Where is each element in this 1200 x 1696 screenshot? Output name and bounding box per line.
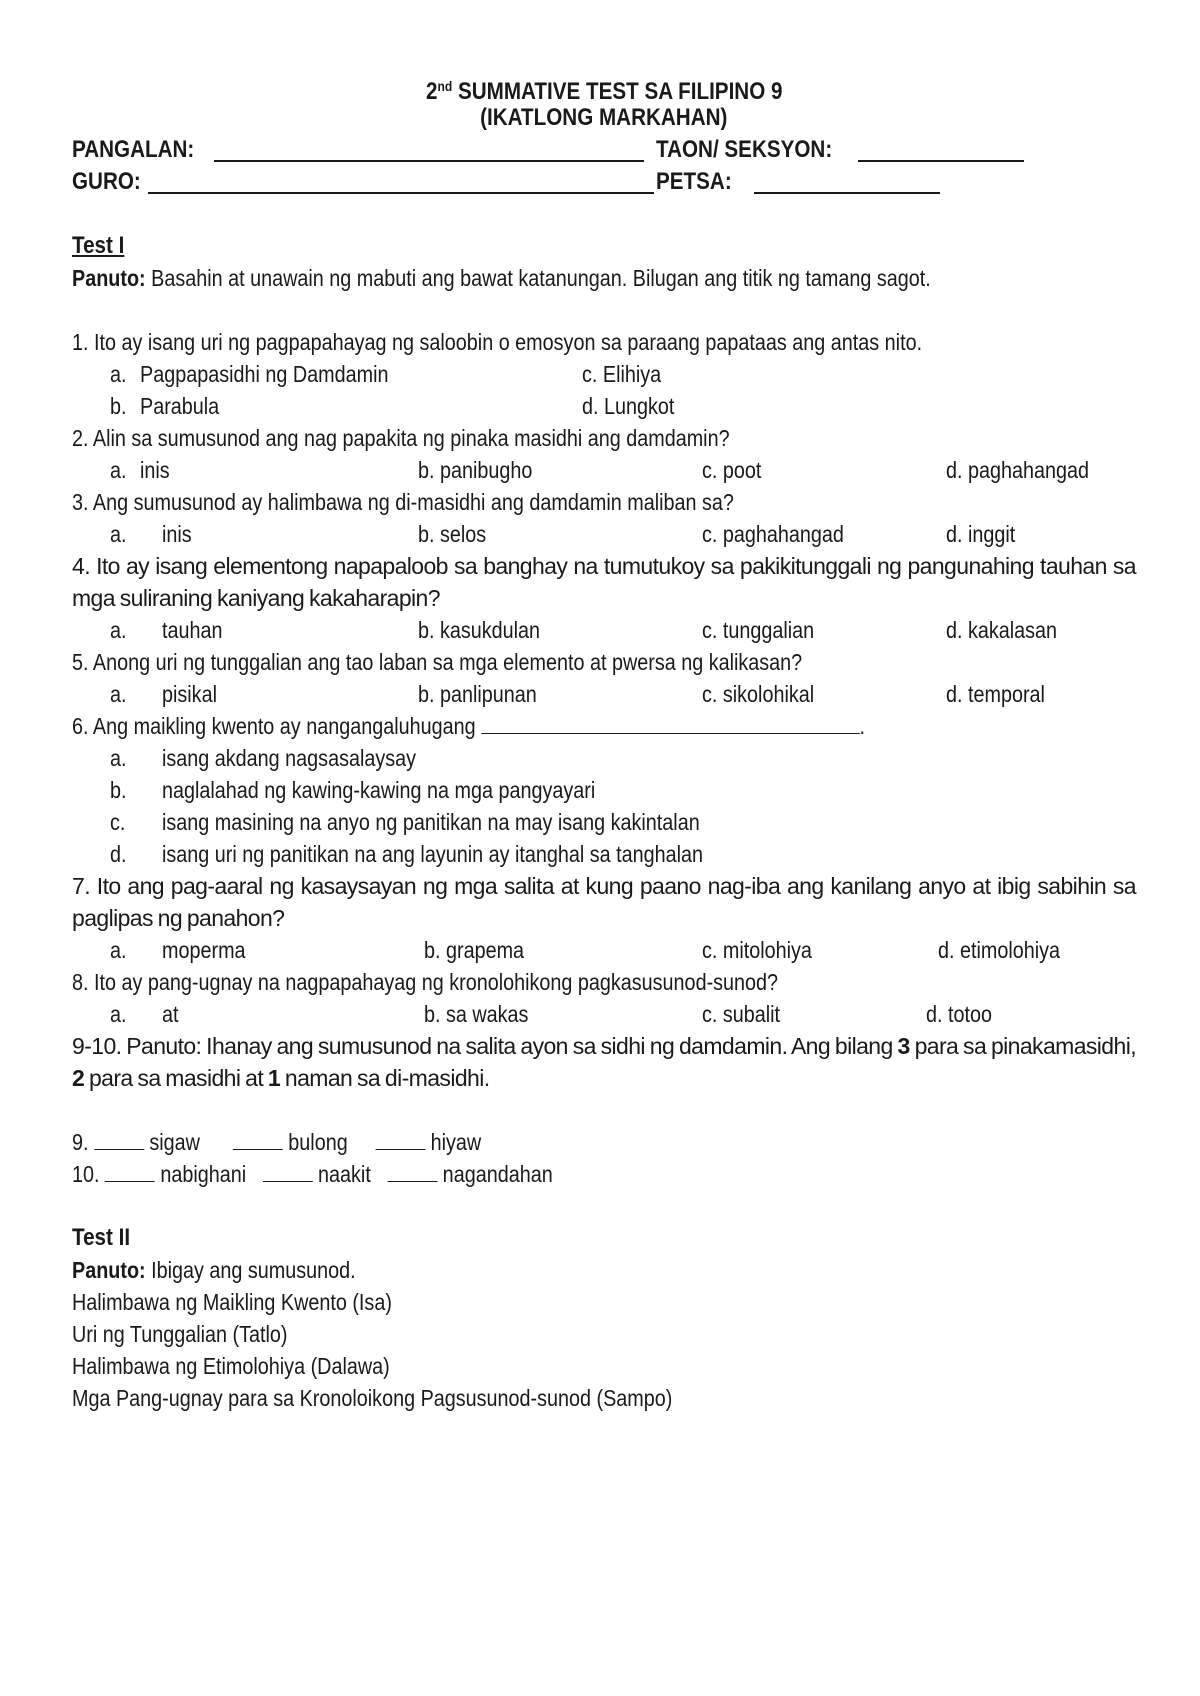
question-9-10-instructions: 9-10. Panuto: Ihanay ang sumusunod na salita ayon sa sidhi ng damdamin. Ang bilang 3 para sa pinakamasidhi, 2 para sa masidhi at 1 naman sa di-masidhi. xyxy=(72,1033,1136,1091)
option-c[interactable]: c. sikolohikal xyxy=(702,681,815,707)
date-label: PETSA: xyxy=(656,168,732,195)
option-a[interactable]: pisikal xyxy=(162,681,217,707)
test2-heading: Test II xyxy=(72,1224,131,1251)
question-5-options xyxy=(72,678,1136,710)
question-7-options xyxy=(72,934,1136,966)
option-d[interactable]: d. etimolohiya xyxy=(938,937,1061,963)
rank-blank[interactable] xyxy=(375,1127,425,1150)
teacher-label: GURO: xyxy=(72,168,141,195)
option-a[interactable]: isang akdang nagsasalaysay xyxy=(162,745,417,771)
option-a[interactable]: Pagpapasidhi ng Damdamin xyxy=(140,361,389,387)
option-b[interactable]: b. grapema xyxy=(424,937,525,963)
option-d[interactable]: d. temporal xyxy=(946,681,1045,707)
option-b-letter: b. xyxy=(110,777,127,803)
option-d-letter: d. xyxy=(110,841,127,867)
option-a[interactable]: inis xyxy=(162,521,192,547)
option-c[interactable]: isang masining na anyo ng panitikan na may isang kakintalan xyxy=(162,809,700,835)
option-a-letter: a. xyxy=(110,745,127,771)
option-a-letter: a. xyxy=(110,681,127,707)
question-5: 5. Anong uri ng tunggalian ang tao laban sa mga elemento at pwersa ng kalikasan? xyxy=(72,649,803,675)
section-blank[interactable] xyxy=(858,160,1024,162)
option-c[interactable]: c. tunggalian xyxy=(702,617,815,643)
option-c-letter: c. xyxy=(110,809,126,835)
question-6-option-a xyxy=(72,742,1136,774)
option-d[interactable]: d. inggit xyxy=(946,521,1016,547)
option-d[interactable]: d. totoo xyxy=(926,1001,992,1027)
rank-blank[interactable] xyxy=(233,1127,283,1150)
question-3-options xyxy=(72,518,1136,550)
option-b-letter: b. xyxy=(110,393,127,419)
question-2-options xyxy=(72,454,1136,486)
rank-blank[interactable] xyxy=(263,1159,313,1182)
question-6-option-d xyxy=(72,838,1136,870)
question-4: 4. Ito ay isang elementong napapaloob sa banghay na tumutukoy sa pakikitunggali ng pangunahing tauhan sa mga suliraning kaniyang kakaharapin? xyxy=(72,553,1136,611)
name-label: PANGALAN: xyxy=(72,136,195,163)
option-d[interactable]: isang uri ng panitikan na ang layunin ay itanghal sa tanghalan xyxy=(162,841,704,867)
test2-item: Uri ng Tunggalian (Tatlo) xyxy=(72,1321,288,1347)
option-a-letter: a. xyxy=(110,457,127,483)
question-6-option-b xyxy=(72,774,1136,806)
option-a-letter: a. xyxy=(110,1001,127,1027)
option-a-letter: a. xyxy=(110,937,127,963)
option-a[interactable]: at xyxy=(162,1001,179,1027)
page-subtitle: (IKATLONG MARKAHAN) xyxy=(480,104,728,131)
question-1: 1. Ito ay isang uri ng pagpapahayag ng saloobin o emosyon sa paraang papataas ang antas nito. xyxy=(72,329,923,355)
test1-heading: Test I xyxy=(72,232,125,259)
test1-instructions: Panuto: Basahin at unawain ng mabuti ang bawat katanungan. Bilugan ang titik ng tamang sagot. xyxy=(72,265,931,291)
test-sheet xyxy=(72,70,1136,1414)
option-a-letter: a. xyxy=(110,617,127,643)
question-4-options xyxy=(72,614,1136,646)
question-6: 6. Ang maikling kwento ay nangangaluhugang . xyxy=(72,713,866,739)
test2-item: Mga Pang-ugnay para sa Kronoloikong Pagsusunod-sunod (Sampo) xyxy=(72,1385,673,1411)
option-b[interactable]: b. panibugho xyxy=(418,457,533,483)
option-b[interactable]: Parabula xyxy=(140,393,220,419)
option-a[interactable]: tauhan xyxy=(162,617,223,643)
rank-blank[interactable] xyxy=(387,1159,437,1182)
question-8: 8. Ito ay pang-ugnay na nagpapahayag ng kronolohikong pagkasusunod-sunod? xyxy=(72,969,779,995)
option-a[interactable]: moperma xyxy=(162,937,246,963)
option-b[interactable]: b. kasukdulan xyxy=(418,617,541,643)
name-blank[interactable] xyxy=(214,160,644,162)
option-d[interactable]: d. kakalasan xyxy=(946,617,1058,643)
question-6-option-c xyxy=(72,806,1136,838)
option-c[interactable]: c. mitolohiya xyxy=(702,937,812,963)
test2-item: Halimbawa ng Maikling Kwento (Isa) xyxy=(72,1289,392,1315)
date-blank[interactable] xyxy=(754,192,940,194)
question-1-options-row-2 xyxy=(72,390,1136,422)
question-10: 10. nabighani naakit nagandahan xyxy=(72,1161,553,1187)
question-2: 2. Alin sa sumusunod ang nag papakita ng pinaka masidhi ang damdamin? xyxy=(72,425,730,451)
question-3: 3. Ang sumusunod ay halimbawa ng di-masidhi ang damdamin maliban sa? xyxy=(72,489,734,515)
option-a-letter: a. xyxy=(110,521,127,547)
rank-blank[interactable] xyxy=(105,1159,155,1182)
option-c[interactable]: c. subalit xyxy=(702,1001,781,1027)
option-b[interactable]: naglalahad ng kawing-kawing na mga pangyayari xyxy=(162,777,596,803)
answer-blank[interactable] xyxy=(481,711,859,734)
section-label: TAON/ SEKSYON: xyxy=(656,136,833,163)
name-section-row xyxy=(72,134,1136,166)
option-d[interactable]: d. paghahangad xyxy=(946,457,1090,483)
option-b[interactable]: b. sa wakas xyxy=(424,1001,529,1027)
test2-item: Halimbawa ng Etimolohiya (Dalawa) xyxy=(72,1353,390,1379)
option-a[interactable]: inis xyxy=(140,457,170,483)
rank-blank[interactable] xyxy=(94,1127,144,1150)
teacher-date-row xyxy=(72,166,1136,198)
option-b[interactable]: b. selos xyxy=(418,521,487,547)
option-c[interactable]: c. Elihiya xyxy=(582,361,662,387)
question-9: 9. sigaw bulong hiyaw xyxy=(72,1129,482,1155)
teacher-blank[interactable] xyxy=(148,192,654,194)
question-8-options xyxy=(72,998,1136,1030)
option-c[interactable]: c. paghahangad xyxy=(702,521,844,547)
option-a-letter: a. xyxy=(110,361,127,387)
question-1-options-row-1 xyxy=(72,358,1136,390)
test2-instructions: Panuto: Ibigay ang sumusunod. xyxy=(72,1257,356,1283)
option-c[interactable]: c. poot xyxy=(702,457,762,483)
option-d[interactable]: d. Lungkot xyxy=(582,393,675,419)
page-title: 2nd SUMMATIVE TEST SA FILIPINO 9 xyxy=(425,78,783,105)
option-b[interactable]: b. panlipunan xyxy=(418,681,537,707)
question-7: 7. Ito ang pag-aaral ng kasaysayan ng mga salita at kung paano nag-iba ang kanilang anyo at ibig sabihin sa paglipas ng panahon? xyxy=(72,873,1136,931)
